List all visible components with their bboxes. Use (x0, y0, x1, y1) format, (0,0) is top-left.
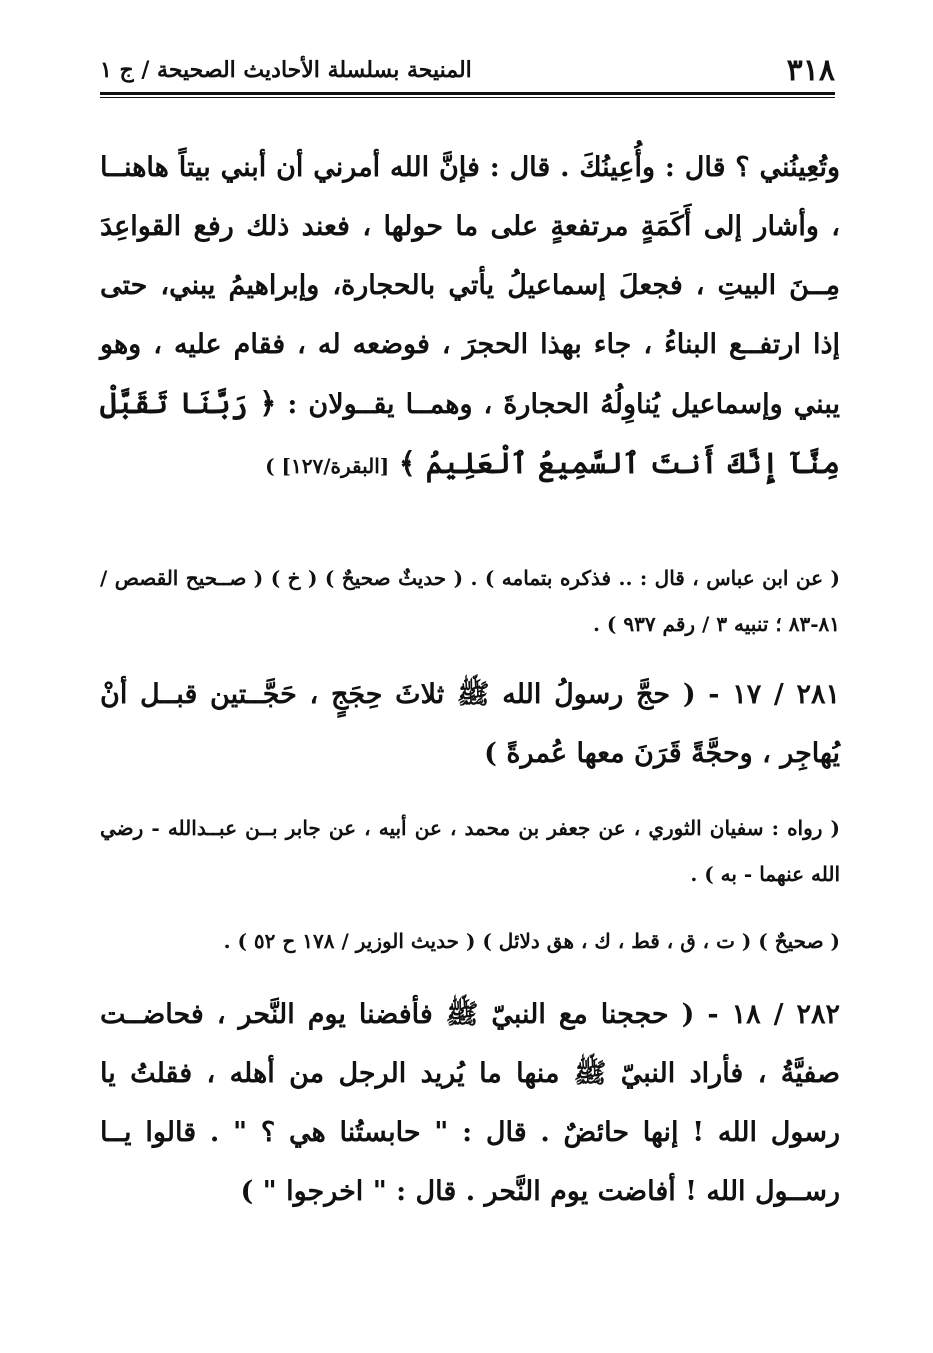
page-number: ٣١٨ (786, 52, 835, 88)
hadith-281-isnad-note: ( رواه : سفيان الثوري ، عن جعفر بن محمد ، عن أبيه ، عن جابر بــن عبــدالله - رضي الله عنهما - به ) . (100, 816, 840, 886)
header-rule-thick (100, 92, 835, 95)
page-header (100, 48, 835, 92)
hadith-282-text: ٢٨٢ / ١٨ - ( حججنا مع النبيّ ﷺ فأفضنا يوم النَّحر ، فحاضــت صفيَّةُ ، فأراد النبيّ ﷺ منها ما يُريد الرجل من أهله ، فقلتُ يا رسول الله ! إنها حائضٌ . قال : " حابستُنا هي ؟ " . قالوا يــا رســول الله ! أفاضت يوم النَّحر . قال : " اخرجوا " ) (100, 999, 840, 1207)
hadith-280-source-note: ( عن ابن عباس ، قال : .. فذكره بتمامه ) . ( حديثٌ صحيحٌ ) ( خ ) ( صــحيح القصص / ٨١-٨٣ ؛ تنبيه ٣ / رقم ٩٣٧ ) . (100, 566, 840, 636)
running-title: المنيحة بسلسلة الأحاديث الصحيحة / ج ١ (100, 57, 472, 83)
quran-reference: [البقرة/١٢٧] ) (265, 454, 390, 478)
hadith-280-continuation (100, 138, 840, 496)
hadith-281-grading-note: ( صحيحٌ ) ( ت ، ق ، قط ، ك ، هق دلائل ) ( حديث الوزير / ١٧٨ ح ٥٢ ) . (223, 929, 840, 953)
header-rule-thin (100, 97, 835, 98)
hadith-281-text: ٢٨١ / ١٧ - ( حجَّ رسولُ الله ﷺ ثلاثَ حِجَجٍ ، حَجَّــتين قبــل أنْ يُهاجِر ، وحجَّةً قَرَنَ معها عُمرةً ) (100, 679, 840, 769)
quran-verse: ﴿ رَبَّنَا تَقَبَّلْ مِنَّآ إِنَّكَ أَنتَ ٱلسَّمِيعُ ٱلْعَلِيمُ ﴾ (100, 386, 840, 480)
hadith-280-narrative: وتُعِينُني ؟ قال : وأُعِينُكَ . قال : فإنَّ الله أمرني أن أبني بيتاً هاهنــا ، وأشار إلى أَكَمَةٍ مرتفعةٍ على ما حولها ، فعند ذلك رفع القواعِدَ مِــنَ البيتِ ، فجعلَ إسماعيلُ يأتي بالحجارة، وإبراهيمُ يبني، حتى إذا ارتفــع البناءُ ، جاء بهذا الحجرَ ، فوضعه له ، فقام عليه ، وهو يبني وإسماعيل يُناوِلُهُ الحجارةَ ، وهمــا يقــولان : (100, 152, 840, 420)
